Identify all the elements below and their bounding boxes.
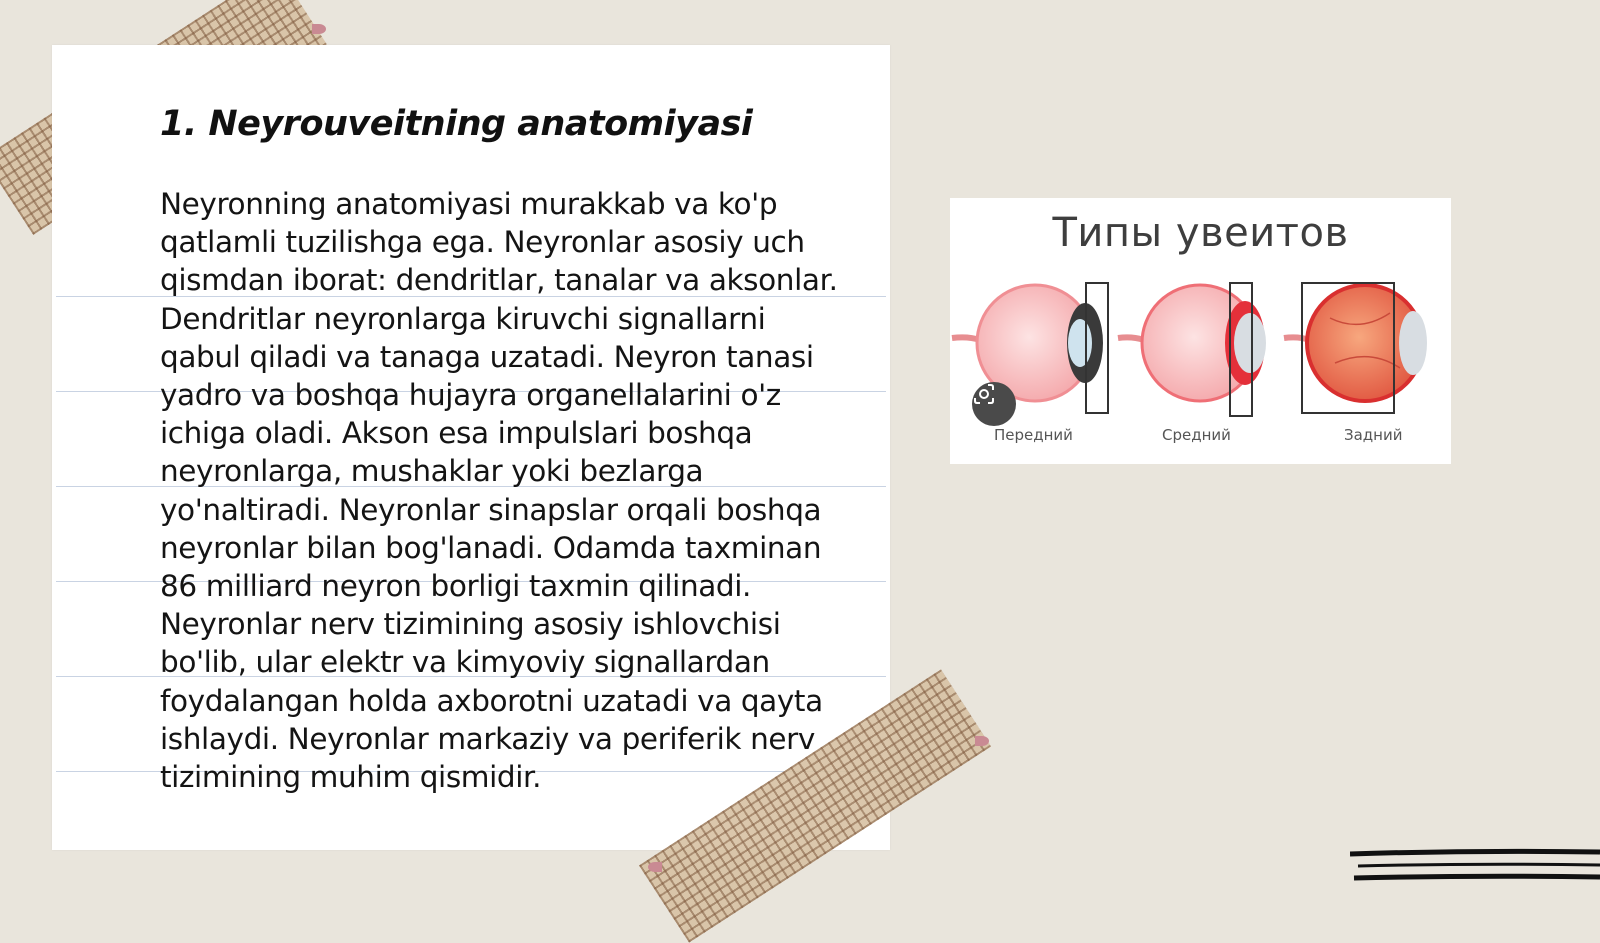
eye-intermediate bbox=[1118, 283, 1266, 416]
google-lens-icon[interactable] bbox=[972, 382, 1016, 426]
tape-tip-bottom-right bbox=[975, 736, 989, 746]
decorative-lines bbox=[1350, 848, 1600, 888]
tape-tip-top bbox=[312, 24, 326, 34]
label-posterior: Задний bbox=[1344, 426, 1403, 444]
slide-body-text: Neyronning anatomiyasi murakkab va ko'p qatlamli tuzilishga ega. Neyronlar asosiy uch qismdan iborat: dendritlar, tanalar va aksonlar. Dendritlar neyronlarga kiruvchi signallarni qabul qiladi va tanaga uzatadi. Neyron tanasi yadro va boshqa hujayra organellalarini o'z ichiga oladi. Akson esa impulslari boshqa neyronlarga, mushaklar yoki bezlarga yo'naltiradi. Neyronlar sinapslar orqali boshqa neyronlar bilan bog'lanadi. Odamda taxminan 86 milliard neyron borligi taxmin qilinadi. Neyronlar nerv tizimining asosiy ishlovchisi bo'lib, ular elektr va kimyoviy signallardan foydalangan holda axborotni uzatadi va qayta ishlaydi. Neyronlar markaziy va periferik nerv tizimining muhim qismidir. bbox=[160, 187, 838, 795]
label-intermediate: Средний bbox=[1162, 426, 1231, 444]
camera-lens-icon bbox=[972, 382, 996, 406]
tape-tip-bottom-left bbox=[648, 862, 662, 872]
uveitis-types-figure bbox=[950, 198, 1451, 464]
label-anterior: Передний bbox=[994, 426, 1073, 444]
eye-posterior bbox=[1284, 283, 1427, 413]
slide-title: 1. Neyrouveitning anatomiyasi bbox=[160, 104, 753, 144]
eye-illustrations bbox=[950, 198, 1451, 464]
figure-title: Типы увеитов bbox=[1052, 210, 1349, 256]
